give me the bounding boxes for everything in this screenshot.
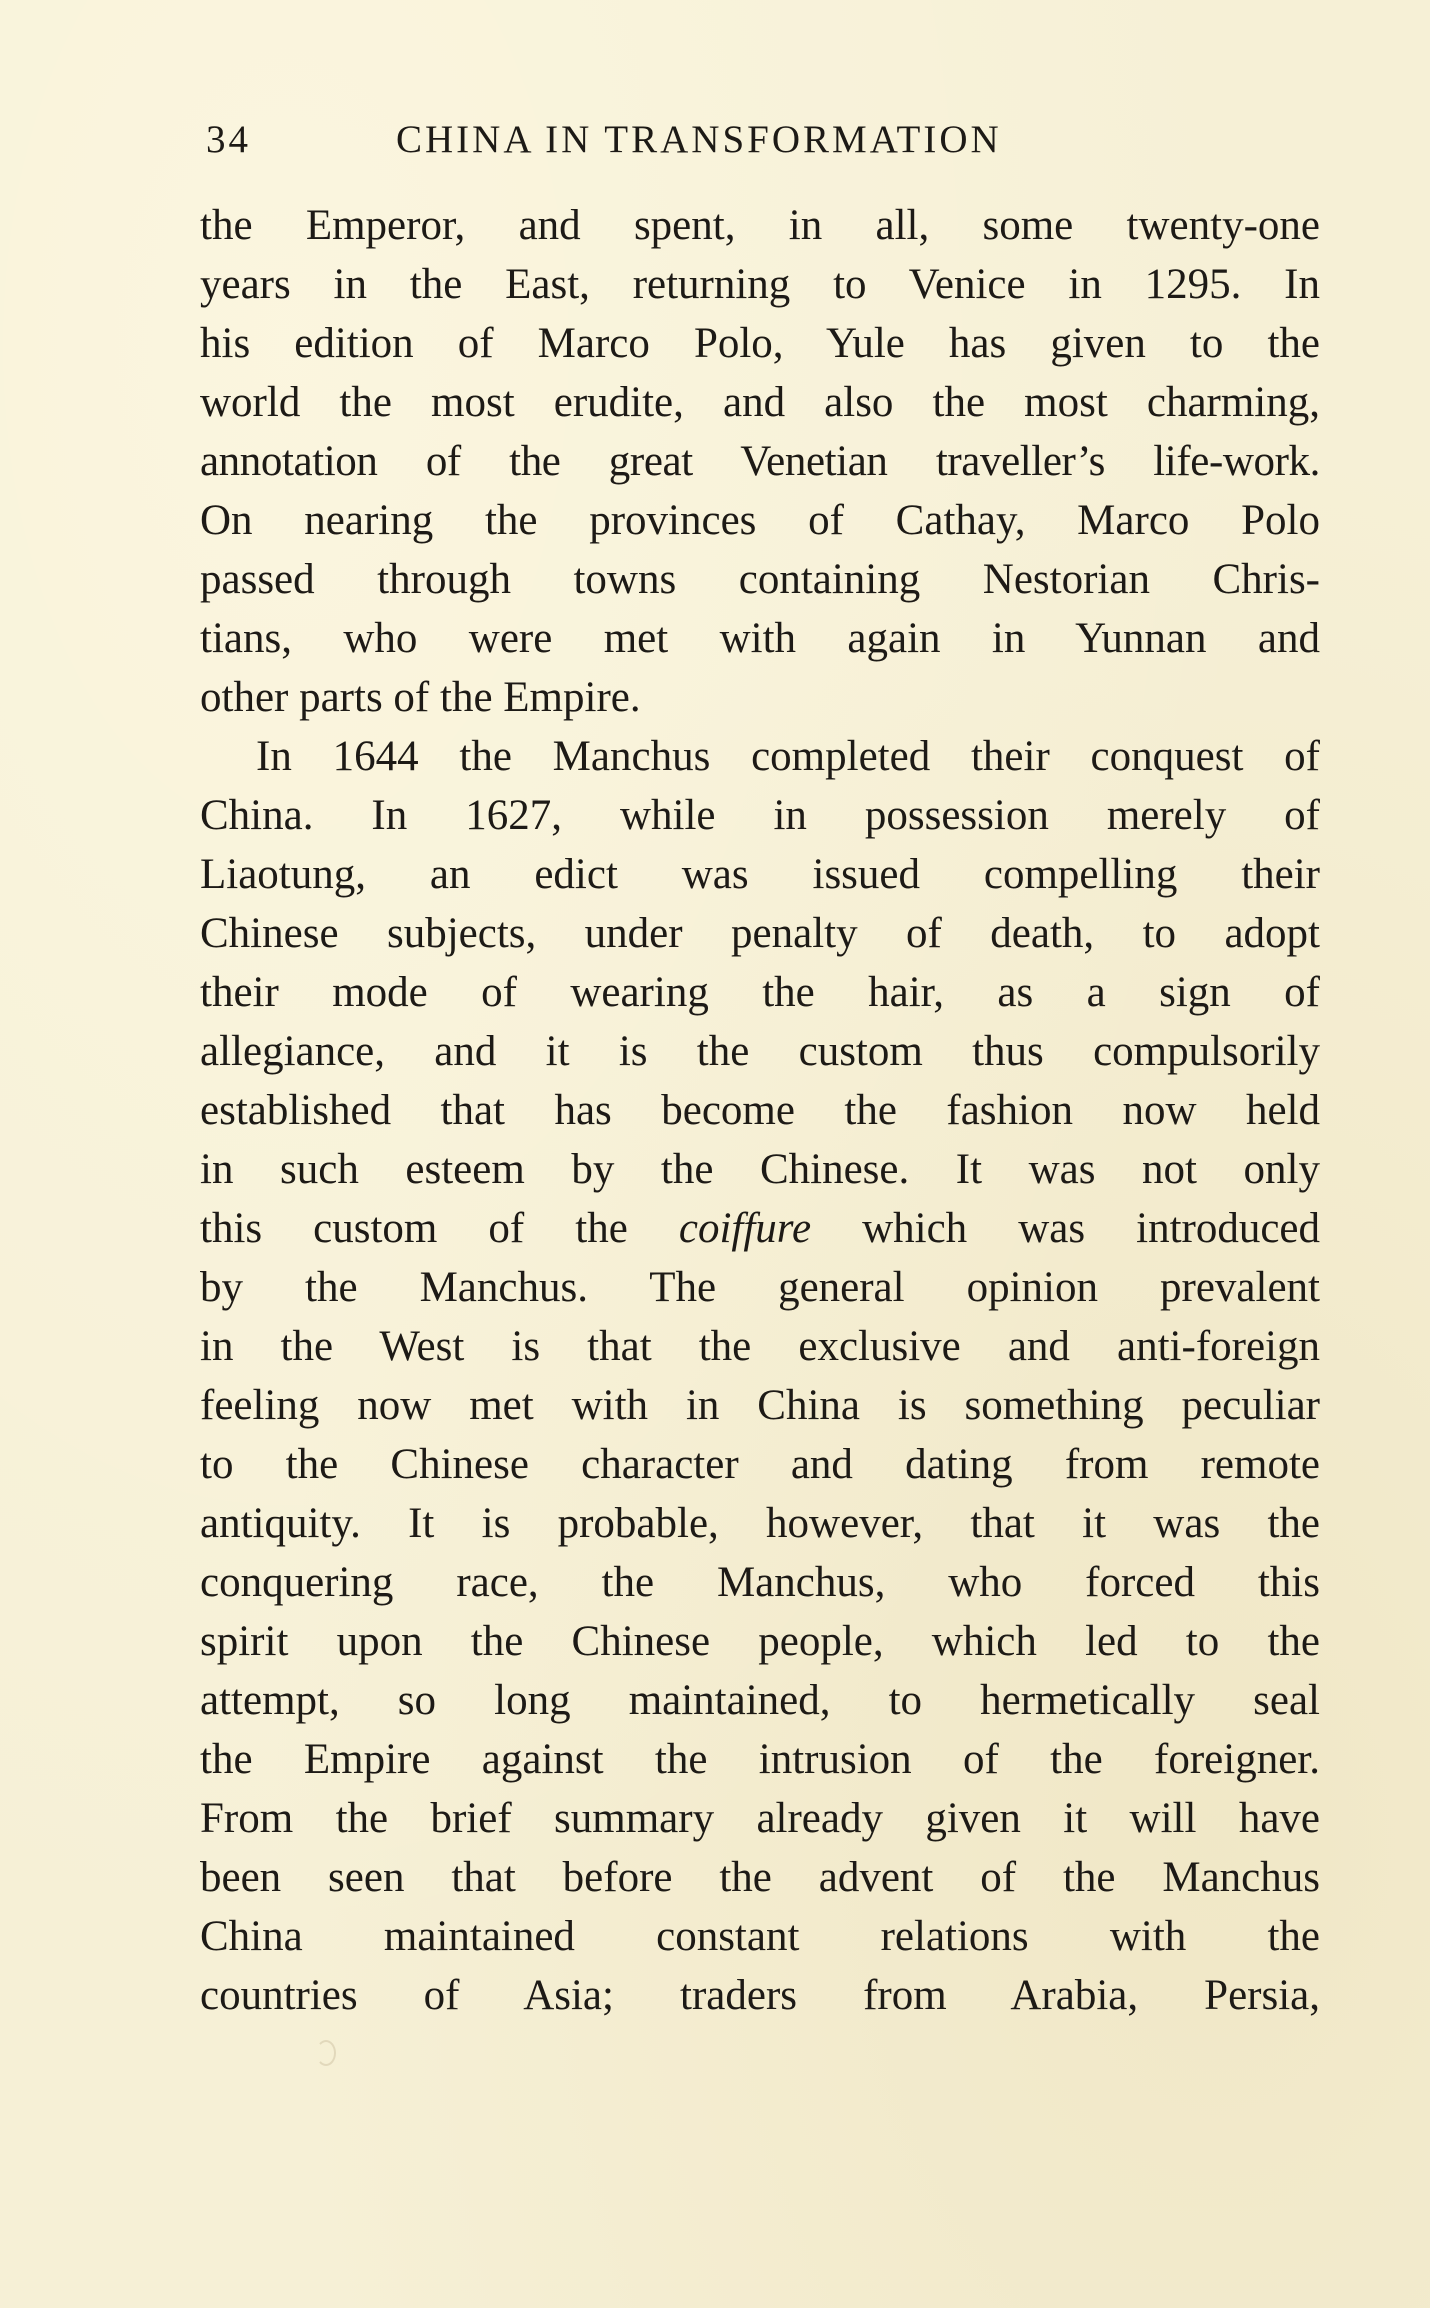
text-line: other parts of the Empire. xyxy=(200,674,641,721)
page-number: 34 xyxy=(206,118,251,161)
text-line: by the Manchus. The general opinion prevalent xyxy=(200,1264,1320,1311)
text-line: the Empire against the intrusion of the foreigner. xyxy=(200,1736,1320,1783)
text-line: feeling now met with in China is something peculiar xyxy=(200,1382,1320,1429)
text-segment: which was introduced xyxy=(862,1205,1320,1252)
text-line: Liaotung, an edict was issued compelling their xyxy=(200,851,1320,898)
text-line: his edition of Marco Polo, Yule has given to the xyxy=(200,320,1320,367)
text-line: the Emperor, and spent, in all, some twenty-one xyxy=(200,202,1320,249)
paper-mark xyxy=(316,2040,336,2066)
text-line: China. In 1627, while in possession merely of xyxy=(200,792,1320,839)
text-line: established that has become the fashion now held xyxy=(200,1087,1320,1134)
text-line: tians, who were met with again in Yunnan and xyxy=(200,615,1320,662)
text-line: passed through towns containing Nestorian Chris- xyxy=(200,556,1320,603)
text-line: to the Chinese character and dating from remote xyxy=(200,1441,1320,1488)
italic-word: coiffure xyxy=(678,1205,812,1252)
text-line: attempt, so long maintained, to hermetically seal xyxy=(200,1677,1320,1724)
text-line: their mode of wearing the hair, as a sign of xyxy=(200,969,1320,1016)
text-line: China maintained constant relations with the xyxy=(200,1913,1320,1960)
text-segment: this custom of the xyxy=(200,1205,628,1252)
text-line: Chinese subjects, under penalty of death, to adopt xyxy=(200,910,1320,957)
text-line: in the West is that the exclusive and anti-foreign xyxy=(200,1323,1320,1370)
text-line: spirit upon the Chinese people, which led to the xyxy=(200,1618,1320,1665)
text-line: antiquity. It is probable, however, that it was the xyxy=(200,1500,1320,1547)
text-line: countries of Asia; traders from Arabia, Persia, xyxy=(200,1972,1320,2019)
text-line: In 1644 the Manchus completed their conquest of xyxy=(256,733,1320,780)
text-line: years in the East, returning to Venice in 1295. In xyxy=(200,261,1320,308)
text-line: been seen that before the advent of the Manchus xyxy=(200,1854,1320,1901)
running-title: CHINA IN TRANSFORMATION xyxy=(396,118,1002,161)
text-line: annotation of the great Venetian traveller’s life-work. xyxy=(200,438,1320,485)
text-line: in such esteem by the Chinese. It was not only xyxy=(200,1146,1320,1193)
text-line: On nearing the provinces of Cathay, Marco Polo xyxy=(200,497,1320,544)
body-text xyxy=(200,196,1320,2025)
running-head xyxy=(206,112,1136,168)
text-line: From the brief summary already given it will have xyxy=(200,1795,1320,1842)
text-line: world the most erudite, and also the most charming, xyxy=(200,379,1320,426)
text-line-mixed xyxy=(200,1199,1320,1258)
text-line: conquering race, the Manchus, who forced this xyxy=(200,1559,1320,1606)
text-line: allegiance, and it is the custom thus compulsorily xyxy=(200,1028,1320,1075)
